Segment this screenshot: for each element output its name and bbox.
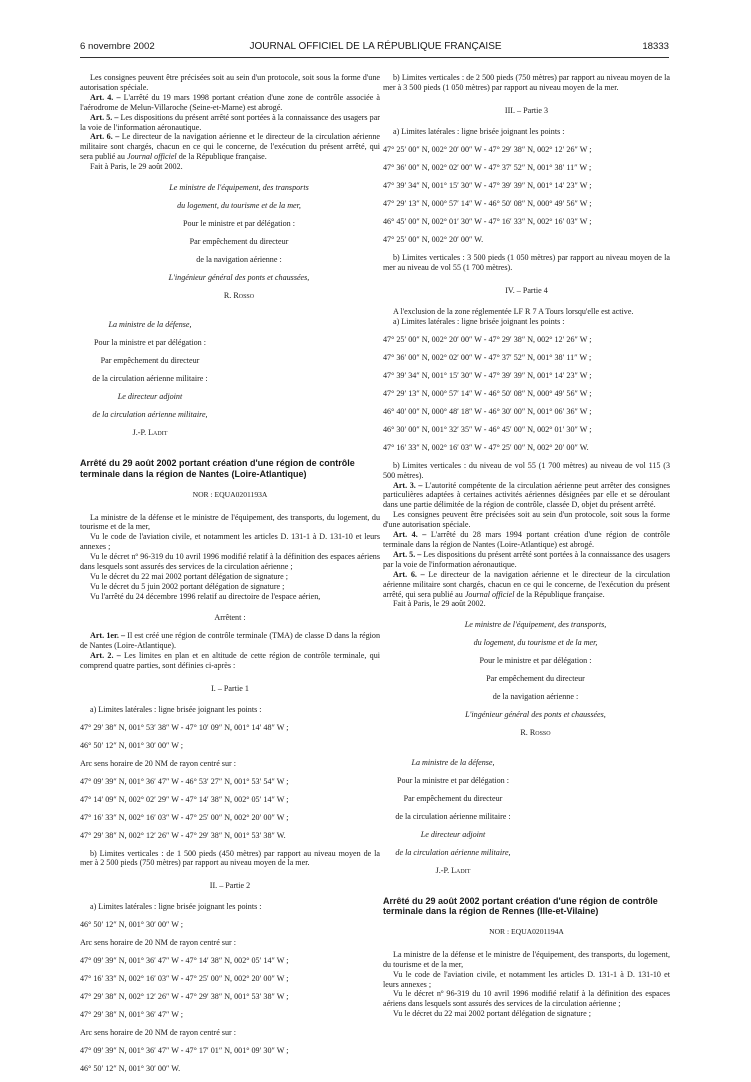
arretent: Arrêtent : — [214, 612, 246, 622]
signature-block — [383, 758, 523, 876]
article-text: Les limites en plan et en altitude de cette région de contrôle terminale, qui comprend quatre parties, sont définies ci-après : — [80, 650, 380, 670]
fait-a-paris: Fait à Paris, le 29 août 2002. — [393, 599, 486, 609]
article-6 — [383, 570, 670, 600]
article-text: L'autorité compétente de la circulation aérienne peut arrêter des consignes particulières adaptées à certaines activités aériennes désignées par elle et se déroulant dans une partie délimitée de la région de contrôle, classée D, objet du présent arrêté. — [383, 480, 670, 510]
coordinate-line: 47° 29′ 38″ N, 002° 12′ 26″ W - 47° 29′ 38″ N, 001° 53′ 38″ W ; — [80, 992, 289, 1002]
article-text: Les dispositions du présent arrêté sont portées à la connaissance des usagers par la voie de l'information aéronautique. — [383, 549, 670, 569]
header-page-number: 18333 — [642, 41, 669, 52]
article-3 — [383, 481, 670, 511]
article-label: Art. 4. – — [90, 92, 121, 102]
signature-line: Par empêchement du directeur — [189, 237, 289, 247]
article-5 — [80, 113, 380, 133]
article-text: Le directeur de la navigation aérienne et le directeur de la circulation aérienne militaire sont chargés, chacun en ce qui le concerne, de l'exécution du présent arrêté, qui sera publié au — [80, 132, 380, 162]
visa: Vu le décret du 5 juin 2002 portant délégation de signature ; — [90, 581, 285, 591]
limits-vertical: b) Limites verticales : 3 500 pieds (1 050 mètres) par rapport au niveau moyen de la mer au niveau de vol 55 (1 700 mètres). — [383, 252, 670, 272]
signature-line: de la circulation aérienne militaire, — [92, 410, 208, 420]
header-rule — [80, 57, 669, 58]
signature-line: Par empêchement du directeur — [403, 793, 503, 803]
coordinate-line: 47° 39′ 34″ N, 001° 15′ 30″ W - 47° 39′ 39″ N, 001° 14′ 23″ W ; — [383, 370, 592, 380]
article-4 — [80, 93, 380, 113]
signature-line: Le ministre de l'équipement, des transports — [169, 183, 309, 193]
paragraph: La ministre de la défense et le ministre de l'équipement, des transports, du logement, du tourisme et de la mer, — [383, 949, 670, 969]
coordinate-line: 47° 36′ 00″ N, 002° 02′ 00″ W - 47° 37′ 52″ N, 001° 38′ 11″ W ; — [383, 162, 592, 172]
coordinate-line: 46° 30′ 00″ N, 001° 32′ 35″ W - 46° 45′ 00″ N, 002° 01′ 30″ W ; — [383, 424, 592, 434]
coordinate-line: 47° 09′ 39″ N, 001° 36′ 47″ W - 46° 53′ 27″ N, 001° 53′ 54″ W ; — [80, 776, 289, 786]
limits-lateral: a) Limites latérales : ligne brisée joignant les points : — [393, 316, 565, 326]
article-label: Art. 3. – — [393, 480, 423, 490]
article-label: Art. 6. – — [393, 569, 425, 579]
signature-line: Pour la ministre et par délégation : — [94, 338, 206, 348]
article-text: L'arrêté du 28 mars 1994 portant création d'une région de contrôle terminale dans la région de Nantes (Loire-Atlantique) est abrogé. — [383, 530, 671, 549]
limits-lateral: a) Limites latérales : ligne brisée joignant les points : — [90, 704, 262, 714]
arc-line: Arc sens horaire de 20 NM de rayon centré sur : — [80, 758, 236, 768]
coordinate-line: 46° 50′ 12″ N, 001° 30′ 00″ W ; — [80, 920, 184, 930]
signature-line: La ministre de la défense, — [108, 320, 192, 330]
coordinate-line: 47° 29′ 13″ N, 000° 57′ 14″ W - 46° 50′ 08″ N, 000° 49′ 56″ W ; — [383, 388, 592, 398]
coordinate-line: 47° 29′ 13″ N, 000° 57′ 14″ W - 46° 50′ 08″ N, 000° 49′ 56″ W ; — [383, 198, 592, 208]
article-5 — [383, 550, 670, 570]
article-label: Art. 6. – — [90, 132, 120, 142]
signature-line: de la navigation aérienne : — [492, 692, 579, 702]
coordinate-line: 47° 29′ 38″ N, 001° 53′ 38″ W - 47° 10′ 09″ N, 001° 14′ 48″ W ; — [80, 722, 289, 732]
signature-line: Le directeur adjoint — [117, 392, 183, 402]
signature-line: Le ministre de l'équipement, des transports, — [464, 620, 607, 630]
article-4 — [383, 530, 670, 550]
article-label: Art. 5. – — [90, 112, 119, 122]
section-heading: II. – Partie 2 — [209, 881, 251, 891]
coordinate-line: 47° 25′ 00″ N, 002° 20′ 00″ W - 47° 29′ 38″ N, 002° 12′ 26″ W ; — [383, 334, 592, 344]
coordinate-line: 46° 45′ 00″ N, 002° 01′ 30″ W - 47° 16′ 33″ N, 002° 16′ 03″ W ; — [383, 216, 592, 226]
signature-line: du logement, du tourisme et de la mer, — [473, 638, 598, 648]
paragraph: La ministre de la défense et le ministre de l'équipement, des transports, du logement, du tourisme et de la mer, — [80, 512, 380, 532]
decree-title: Arrêté du 29 août 2002 portant création d'une région de contrôle terminale dans la région de Nantes (Loire-Atlantique) — [80, 458, 355, 479]
article-text: de la République française. — [176, 152, 267, 162]
left-column — [80, 73, 380, 1082]
signature-line: Par empêchement du directeur — [486, 674, 585, 684]
visa: Vu le décret du 22 mai 2002 portant délégation de signature ; — [90, 571, 288, 581]
arc-line: Arc sens horaire de 20 NM de rayon centré sur : — [80, 1028, 236, 1038]
article-label: Art. 2. – — [90, 650, 121, 660]
signature-name: J.-P. Ladit — [132, 428, 168, 438]
article-1 — [80, 631, 380, 651]
fait-a-paris: Fait à Paris, le 29 août 2002. — [90, 162, 183, 172]
visa: Vu l'arrêté du 24 décembre 1996 relatif au directoire de l'espace aérien, — [90, 591, 321, 601]
limits-vertical: b) Limites verticales : du niveau de vol 55 (1 700 mètres) au niveau de vol 115 (3 500 mètres). — [383, 460, 670, 480]
signature-line: La ministre de la défense, — [411, 757, 495, 767]
coordinate-line: 47° 25′ 00″ N, 002° 20′ 00″ W. — [383, 234, 484, 244]
visa: Vu le décret nº 96-319 du 10 avril 1996 modifié relatif à la définition des espaces aériens dans lesquels sont assurés des services de la circulation aérienne ; — [383, 989, 670, 1009]
signature-line: de la navigation aérienne : — [196, 255, 282, 265]
limits-vertical: b) Limites verticales : de 1 500 pieds (450 mètres) par rapport au niveau moyen de la mer à 2 500 pieds (750 mètres) par rapport au niveau moyen de la mer. — [80, 848, 380, 868]
signature-name: J.-P. Ladit — [435, 865, 471, 875]
coordinate-line: 47° 14′ 09″ N, 002° 02′ 29″ W - 47° 14′ 38″ N, 002° 05′ 14″ W ; — [80, 794, 289, 804]
paragraph: Les consignes peuvent être précisées soit au sein d'un protocole, soit sous la forme d'une autorisation spéciale. — [80, 73, 380, 92]
signature-name: R. Rosso — [520, 728, 551, 738]
nor-reference: NOR : EQUA0201193A — [192, 490, 268, 500]
coordinate-line: 47° 16′ 33″ N, 002° 16′ 03″ W - 47° 25′ 00″ N, 002° 20′ 00″ W ; — [80, 974, 289, 984]
signature-line: de la circulation aérienne militaire, — [395, 847, 511, 857]
signature-line: Pour le ministre et par délégation : — [479, 656, 592, 666]
coordinate-line: 47° 39′ 34″ N, 001° 15′ 30″ W - 47° 39′ 39″ N, 001° 14′ 23″ W ; — [383, 180, 592, 190]
limits-vertical: b) Limites verticales : de 2 500 pieds (750 mètres) par rapport au niveau moyen de la mer à 3 500 pieds (1 050 mètres) par rapport au niveau moyen de la mer. — [383, 73, 670, 92]
coordinate-line: 47° 09′ 39″ N, 001° 36′ 47″ W - 47° 14′ 38″ N, 002° 05′ 14″ W ; — [80, 956, 289, 966]
coordinate-line: 46° 50′ 12″ N, 001° 30′ 00″ W ; — [80, 740, 184, 750]
signature-line: Par empêchement du directeur — [100, 356, 200, 366]
coordinate-line: 47° 36′ 00″ N, 002° 02′ 00″ W - 47° 37′ 52″ N, 001° 38′ 11″ W ; — [383, 352, 592, 362]
signature-line: de la circulation aérienne militaire : — [92, 374, 208, 384]
section-heading: I. – Partie 1 — [211, 683, 249, 693]
decree-title: Arrêté du 29 août 2002 portant création d'une région de contrôle terminale dans la région de Rennes (Ille-et-Vilaine) — [383, 895, 658, 917]
coordinate-line: 47° 29′ 38″ N, 001° 36′ 47″ W ; — [80, 1010, 184, 1020]
visa: Vu le code de l'aviation civile, et notamment les articles D. 131-1 à D. 131-10 et leurs annexes ; — [80, 532, 380, 552]
signature-line: L'ingénieur général des ponts et chaussées, — [168, 273, 310, 283]
arc-line: Arc sens horaire de 20 NM de rayon centré sur : — [80, 938, 236, 948]
limits-lateral: a) Limites latérales : ligne brisée joignant les points : — [90, 902, 262, 912]
article-label: Art. 5. – — [393, 549, 422, 559]
article-6 — [80, 132, 380, 162]
signature-block — [383, 620, 670, 738]
signature-line: Pour le ministre et par délégation : — [183, 219, 295, 229]
section-heading: IV. – Partie 4 — [505, 285, 548, 295]
signature-block — [80, 320, 220, 438]
article-text: de la République française. — [514, 589, 605, 599]
limits-lateral: a) Limites latérales : ligne brisée joignant les points : — [393, 126, 565, 136]
signature-line: de la circulation aérienne militaire : — [395, 811, 511, 821]
journal-officiel: Journal officiel — [464, 589, 515, 599]
nor-reference: NOR : EQUA0201194A — [489, 927, 564, 937]
coordinate-line: 47° 16′ 33″ N, 002° 16′ 03″ W - 47° 25′ 00″ N, 002° 20′ 00″ W ; — [80, 812, 289, 822]
right-column — [383, 73, 670, 1019]
signature-line: Pour la ministre et par délégation : — [397, 775, 509, 785]
visa: Vu le décret du 22 mai 2002 portant délégation de signature ; — [393, 1009, 591, 1019]
article-text: L'arrêté du 19 mars 1998 portant création d'une zone de contrôle associée à l'aérodrome de Melun-Villaroche (Seine-et-Marne) est abrogé. — [80, 92, 381, 112]
signature-line: du logement, du tourisme et de la mer, — [177, 201, 301, 211]
article-text: Il est créé une région de contrôle terminale (TMA) de classe D dans la région de Nantes (Loire-Atlantique). — [80, 630, 380, 650]
coordinate-line: 47° 25′ 00″ N, 002° 20′ 00″ W - 47° 29′ 38″ N, 002° 12′ 26″ W ; — [383, 144, 592, 154]
header-journal-title: JOURNAL OFFICIEL DE LA RÉPUBLIQUE FRANÇAISE — [249, 41, 502, 52]
article-2 — [80, 651, 380, 671]
signature-line: L'ingénieur général des ponts et chaussées, — [465, 710, 606, 720]
journal-officiel: Journal officiel — [126, 152, 177, 162]
coordinate-line: 47° 16′ 33″ N, 002° 16′ 03″ W - 47° 25′ 00″ N, 002° 20′ 00″ W. — [383, 442, 589, 452]
section-heading: III. – Partie 3 — [504, 105, 549, 115]
coordinate-line: 46° 50′ 12″ N, 001° 30′ 00″ W. — [80, 1064, 181, 1074]
paragraph: Les consignes peuvent être précisées soit au sein d'un protocole, soit sous la forme d'une autorisation spéciale. — [383, 510, 670, 530]
visa: Vu le décret nº 96-319 du 10 avril 1996 modifié relatif à la définition des espaces aériens dans lesquels sont assurés des services de la circulation aérienne ; — [80, 552, 380, 572]
article-label: Art. 1er. – — [90, 630, 126, 640]
paragraph: A l'exclusion de la zone réglementée LF R 7 A Tours lorsqu'elle est active. — [393, 306, 634, 316]
coordinate-line: 47° 29′ 38″ N, 002° 12′ 26″ W - 47° 29′ 38″ N, 001° 53′ 38″ W. — [80, 830, 286, 840]
coordinate-line: 47° 09′ 39″ N, 001° 36′ 47″ W - 47° 17′ 01″ N, 001° 09′ 30″ W ; — [80, 1046, 289, 1056]
coordinate-line: 46° 40′ 00″ N, 000° 48′ 18″ W - 46° 30′ 00″ N, 001° 06′ 36″ W ; — [383, 406, 592, 416]
header-date: 6 novembre 2002 — [80, 41, 155, 52]
signature-block — [80, 183, 380, 301]
article-text: Les dispositions du présent arrêté sont portées à la connaissance des usagers par la voie de l'information aéronautique. — [80, 112, 380, 132]
article-text: Le directeur de la navigation aérienne et le directeur de la circulation aérienne militaire sont chargés, chacun en ce qui le concerne, de l'exécution du présent arrêté, qui sera publié au — [383, 569, 670, 599]
signature-name: R. Rosso — [223, 291, 255, 301]
visa: Vu le code de l'aviation civile, et notamment les articles D. 131-1 à D. 131-10 et leurs annexes ; — [383, 969, 670, 989]
article-label: Art. 4. – — [393, 530, 427, 540]
signature-line: Le directeur adjoint — [420, 829, 486, 839]
